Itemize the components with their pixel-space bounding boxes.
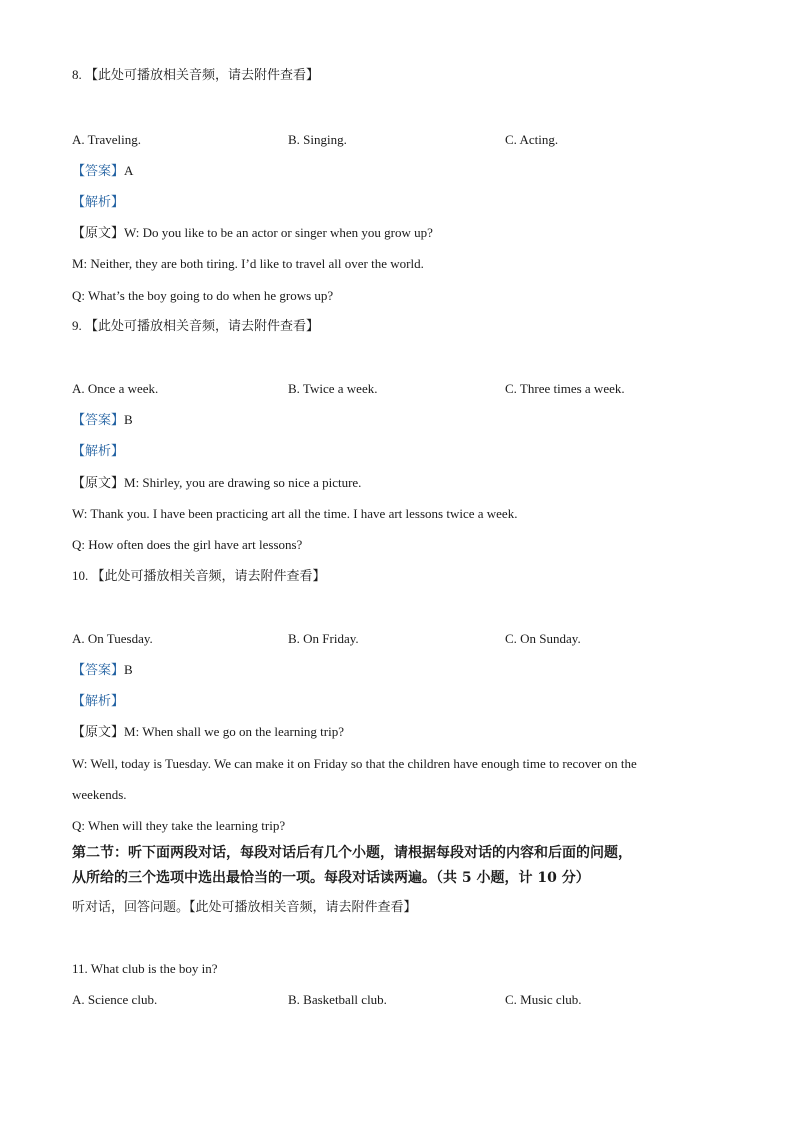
answer-tag: 【答案】 bbox=[72, 412, 125, 427]
question-11-text: 11. What club is the boy in? bbox=[72, 961, 218, 976]
question-10-header: 10. 【此处可播放相关音频，请去附件查看】 bbox=[72, 568, 326, 583]
q10-option-b: B. On Friday. bbox=[288, 631, 359, 646]
q9-answer-row bbox=[72, 411, 133, 429]
q8-answer-row bbox=[72, 162, 133, 180]
q8-analysis-tag: 【解析】 bbox=[72, 194, 125, 209]
q10-answer: B bbox=[124, 662, 133, 677]
dialogue-text: M: Shirley, you are drawing so nice a picture. bbox=[124, 475, 362, 490]
q10-analysis-tag: 【解析】 bbox=[72, 693, 125, 708]
section-2-title-line-1: 第二节：听下面两段对话，每段对话后有几个小题，请根据每段对话的内容和后面的问题， bbox=[72, 845, 632, 861]
q8-option-c: C. Acting. bbox=[505, 132, 559, 147]
script-tag: 【原文】 bbox=[72, 225, 125, 240]
section-2-title-line-2: 从所给的三个选项中选出最恰当的一项。每段对话读两遍。（共 5 小题，计 10 分） bbox=[72, 870, 590, 886]
q9-option-c: C. Three times a week. bbox=[505, 381, 625, 396]
q9-option-a: A. Once a week. bbox=[72, 381, 159, 396]
answer-tag: 【答案】 bbox=[72, 662, 125, 677]
q10-script-line-2: W: Well, today is Tuesday. We can make it on Friday so that the children have enough time to recover on the bbox=[72, 756, 637, 771]
q10-script-line-4: Q: When will they take the learning trip? bbox=[72, 818, 286, 833]
script-tag: 【原文】 bbox=[72, 475, 125, 490]
q8-script-line-1 bbox=[72, 224, 433, 242]
q8-script-line-2: M: Neither, they are both tiring. I’d like to travel all over the world. bbox=[72, 256, 424, 271]
q10-option-c: C. On Sunday. bbox=[505, 631, 581, 646]
q11-option-c: C. Music club. bbox=[505, 992, 582, 1007]
section-2-instruction: 听对话，回答问题。【此处可播放相关音频，请去附件查看】 bbox=[72, 899, 417, 914]
q10-option-a: A. On Tuesday. bbox=[72, 631, 153, 646]
script-tag: 【原文】 bbox=[72, 724, 125, 739]
q8-answer: A bbox=[124, 163, 134, 178]
q8-option-a: A. Traveling. bbox=[72, 132, 141, 147]
dialogue-text: W: Do you like to be an actor or singer when you grow up? bbox=[124, 225, 433, 240]
q9-script-line-3: Q: How often does the girl have art lessons? bbox=[72, 537, 303, 552]
q8-option-b: B. Singing. bbox=[288, 132, 347, 147]
q9-option-b: B. Twice a week. bbox=[288, 381, 378, 396]
q11-option-b: B. Basketball club. bbox=[288, 992, 387, 1007]
answer-tag: 【答案】 bbox=[72, 163, 125, 178]
q8-script-line-3: Q: What’s the boy going to do when he grows up? bbox=[72, 288, 334, 303]
q10-script-line-1 bbox=[72, 723, 344, 741]
q9-analysis-tag: 【解析】 bbox=[72, 443, 125, 458]
q10-answer-row bbox=[72, 661, 133, 679]
q9-answer: B bbox=[124, 412, 133, 427]
q9-script-line-1 bbox=[72, 474, 361, 492]
q9-script-line-2: W: Thank you. I have been practicing art all the time. I have art lessons twice a week. bbox=[72, 506, 518, 521]
question-9-header: 9. 【此处可播放相关音频，请去附件查看】 bbox=[72, 318, 320, 333]
dialogue-text: M: When shall we go on the learning trip? bbox=[124, 724, 344, 739]
q11-option-a: A. Science club. bbox=[72, 992, 158, 1007]
question-8-header: 8. 【此处可播放相关音频，请去附件查看】 bbox=[72, 67, 320, 82]
q10-script-line-3: weekends. bbox=[72, 787, 127, 802]
